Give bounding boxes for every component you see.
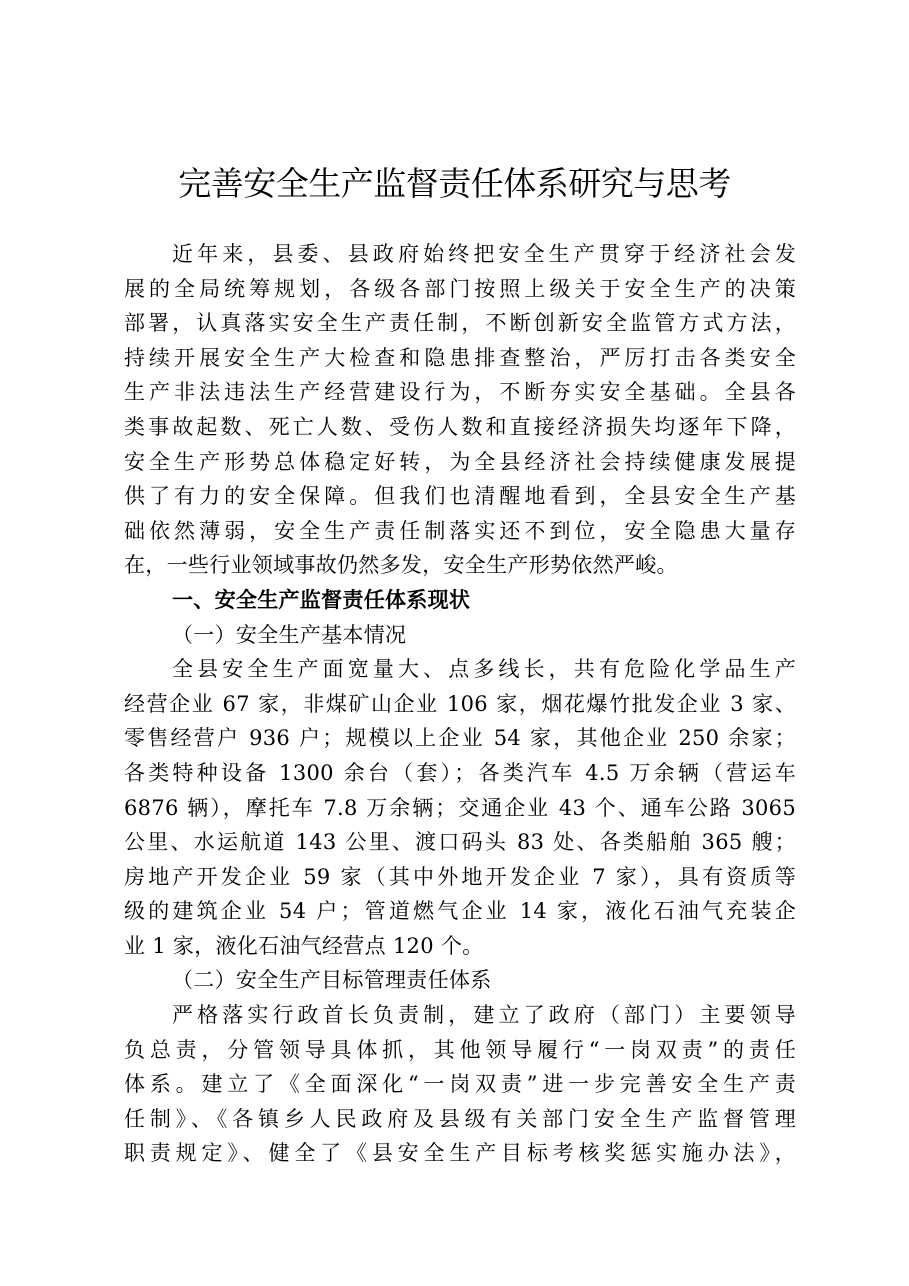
text-line: 经营企业 67 家，非煤矿山企业 106 家，烟花爆竹批发企业 3 家、: [124, 691, 796, 716]
text-line: 安全生产形势总体稳定好转，为全县经济社会持续健康发展提: [124, 449, 796, 474]
text-line: 各类特种设备 1300 余台（套）；各类汽车 4.5 万余辆（营运车: [124, 760, 796, 785]
text-line: 部署，认真落实安全生产责任制，不断创新安全监管方式方法，: [124, 311, 796, 336]
document-body: [124, 237, 796, 1171]
text-line: 础依然薄弱，安全生产责任制落实还不到位，安全隐患大量存: [124, 518, 796, 543]
text-line: 生产非法违法生产经营建设行为，不断夯实安全基础。全县各: [124, 380, 796, 405]
text-line: 公里、水运航道 143 公里、渡口码头 83 处、各类船舶 365 艘；: [124, 830, 796, 855]
page-title: 完善安全生产监督责任体系研究与思考: [178, 164, 731, 203]
text-line: 级的建筑企业 54 户；管道燃气企业 14 家，液化石油气充装企: [124, 899, 796, 924]
text-line: 类事故起数、死亡人数、受伤人数和直接经济损失均逐年下降，: [124, 414, 796, 439]
text-line: 6876 辆），摩托车 7.8 万余辆；交通企业 43 个、通车公路 3065: [124, 795, 796, 820]
text-line: 近年来，县委、县政府始终把安全生产贯穿于经济社会发: [172, 242, 796, 266]
text-line: 业 1 家，液化石油气经营点 120 个。: [124, 933, 484, 958]
text-line: 职责规定》、健全了《县安全生产目标考核奖惩实施办法》，: [124, 1141, 796, 1166]
section-heading: 一、安全生产监督责任体系现状: [172, 587, 471, 612]
text-line: 在，一些行业领域事故仍然多发，安全生产形势依然严峻。: [124, 553, 678, 578]
text-line: 房地产开发企业 59 家（其中外地开发企业 7 家），具有资质等: [124, 864, 796, 889]
text-line: 任制》、《各镇乡人民政府及县级有关部门安全生产监督管理: [124, 1106, 796, 1131]
subsection-heading: （二）安全生产目标管理责任体系: [172, 968, 492, 993]
subsection-heading: （一）安全生产基本情况: [172, 622, 407, 647]
text-line: 供了有力的安全保障。但我们也清醒地看到，全县安全生产基: [124, 484, 796, 509]
text-line: 展的全局统筹规划，各级各部门按照上级关于安全生产的决策: [124, 276, 796, 301]
text-line: 持续开展安全生产大检查和隐患排查整治，严厉打击各类安全: [124, 345, 796, 370]
text-line: 负总责，分管领导具体抓，其他领导履行“一岗双责”的责任: [124, 1037, 796, 1062]
text-line: 零售经营户 936 户；规模以上企业 54 家，其他企业 250 余家；: [124, 726, 796, 751]
text-line: 严格落实行政首长负责制，建立了政府（部门）主要领导: [172, 1003, 796, 1028]
text-line: 体系。建立了《全面深化“一岗双责”进一步完善安全生产责: [124, 1072, 796, 1097]
text-line: 全县安全生产面宽量大、点多线长，共有危险化学品生产: [172, 657, 796, 682]
